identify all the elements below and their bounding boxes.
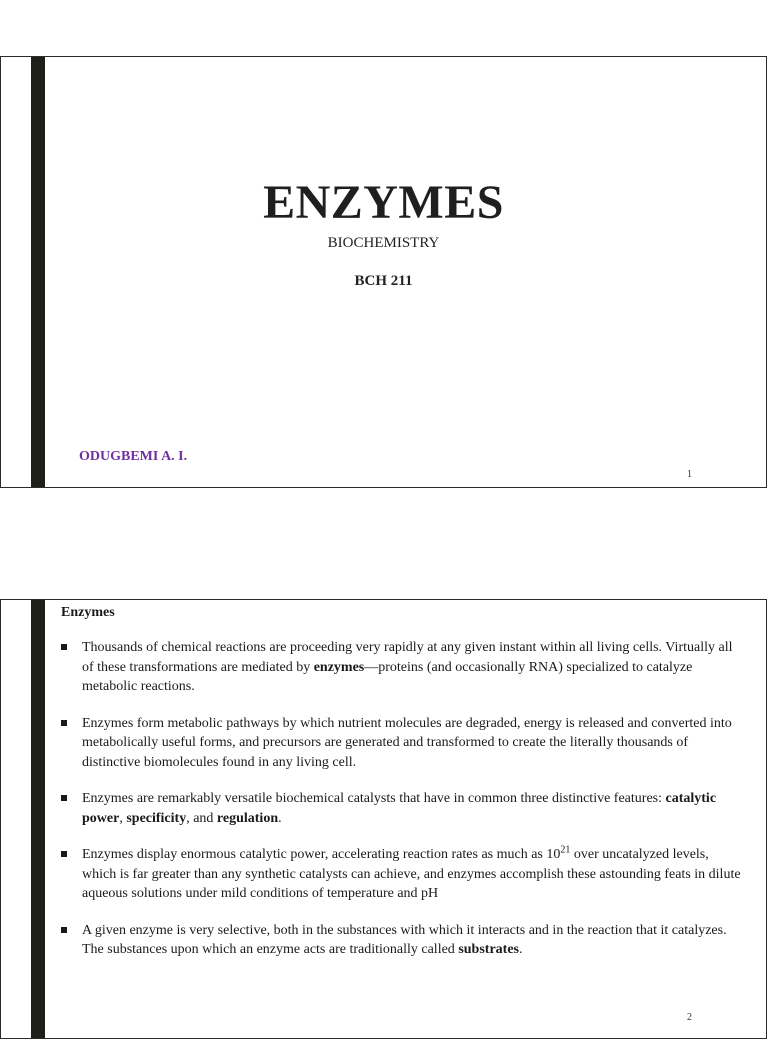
course-code: BCH 211 [354, 273, 413, 289]
page-number: 2 [687, 1012, 692, 1023]
bullet-list [61, 638, 741, 977]
author-name: ODUGBEMI A. I. [79, 449, 188, 464]
bullet-item: Thousands of chemical reactions are proceeding very rapidly at any given instant within all living cells. Virtually all of these transformations are mediated by enzymes—proteins (and occasionally RNA) specialized to catalyze metabolic reactions. [61, 638, 741, 697]
page-number: 1 [687, 469, 692, 480]
slide-1 [0, 56, 767, 488]
bullet-item: Enzymes form metabolic pathways by which nutrient molecules are degraded, energy is released and converted into metabolically useful forms, and precursors are generated and transformed to create the literally thousands of distinctive biomolecules found in any living cell. [61, 714, 741, 773]
slide-heading: Enzymes [61, 605, 115, 620]
bullet-item: Enzymes are remarkably versatile biochemical catalysts that have in common three distinctive features: catalytic power, specificity, and regulation. [61, 789, 741, 828]
slide-title: ENZYMES [263, 176, 504, 229]
bullet-item: A given enzyme is very selective, both in the substances with which it interacts and in the reaction that it catalyzes. The substances upon which an enzyme acts are traditionally called substrates. [61, 921, 741, 960]
slide-accent-bar [31, 600, 45, 1038]
slide-accent-bar [31, 57, 45, 487]
slide-subtitle: BIOCHEMISTRY [327, 235, 440, 251]
bullet-item: Enzymes display enormous catalytic power, accelerating reaction rates as much as $10^{21}$ over uncatalyzed levels, which is far greater than any synthetic catalysts can achieve, and enzymes accomplish these astounding feats in dilute aqueous solutions under mild conditions of temperature and pH [61, 845, 741, 904]
slide-2 [0, 599, 767, 1039]
